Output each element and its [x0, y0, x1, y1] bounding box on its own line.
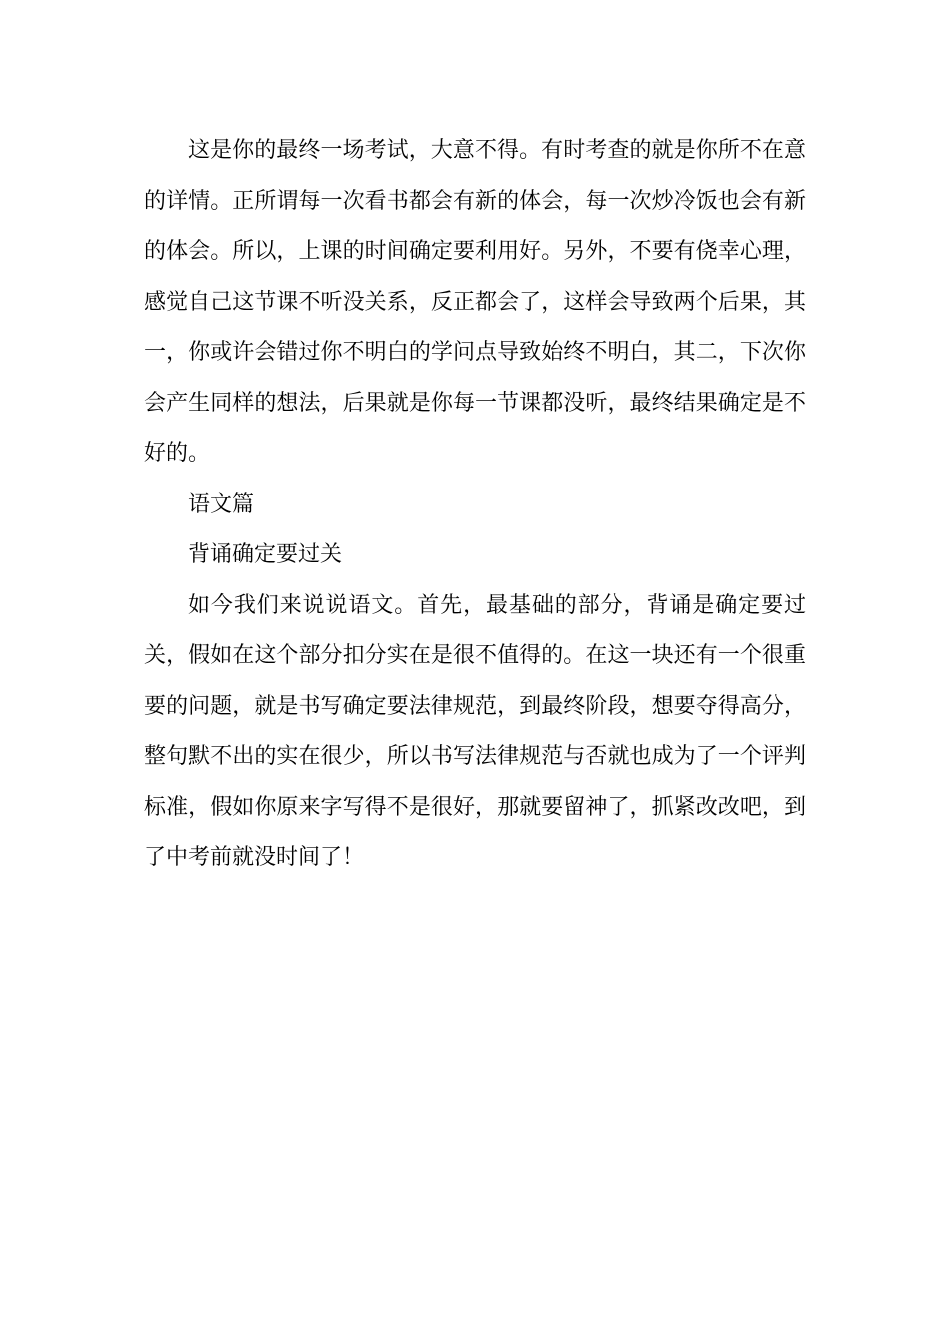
- paragraph-exam-advice: 这是你的最终一场考试，大意不得。有时考查的就是你所不在意的详情。正所谓每一次看书都会有新的体会，每一次炒冷饭也会有新的体会。所以，上课的时间确定要利用好。另外，不要有侥幸心理，感觉自己这节课不听没关系，反正都会了，这样会导致两个后果，其一，你或许会错过你不明白的学问点导致始终不明白，其二，下次你会产生同样的想法，后果就是你每一节课都没听，最终结果确定是不好的。: [144, 138, 806, 466]
- paragraph-chinese-advice: 如今我们来说说语文。首先，最基础的部分，背诵是确定要过关，假如在这个部分扣分实在是很不值得的。在这一块还有一个很重要的问题，就是书写确定要法律规范，到最终阶段，想要夺得高分，整句默不出的实在很少，所以书写法律规范与否就也成为了一个评判标准，假如你原来字写得不是很好，那就要留神了，抓紧改改吧，到了中考前就没时间了！: [144, 592, 806, 870]
- document-body: [144, 126, 806, 884]
- section-heading-chinese: 语文篇: [188, 491, 255, 517]
- subheading-recitation: 背诵确定要过关: [188, 542, 343, 567]
